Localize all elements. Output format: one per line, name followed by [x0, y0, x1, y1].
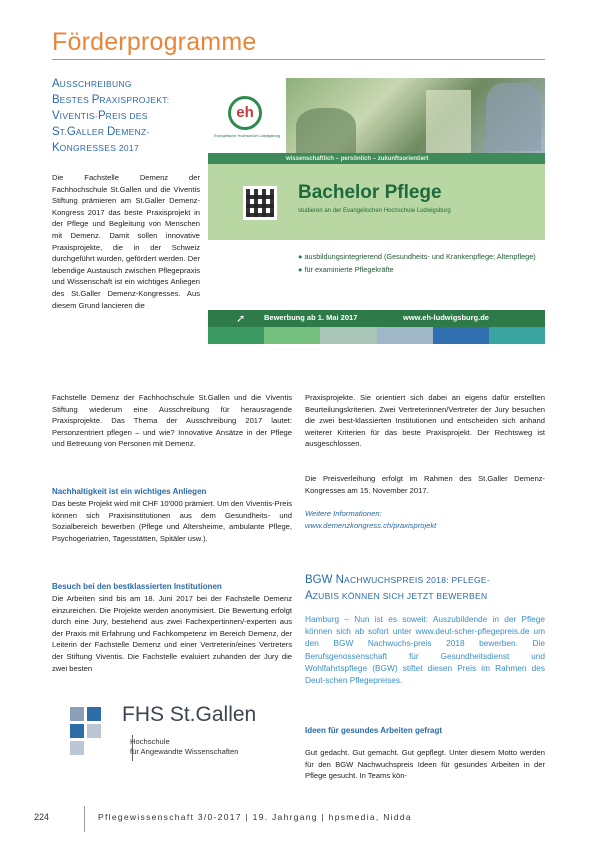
more-info-label: Weitere Informationen:: [305, 509, 382, 518]
page-title: Förderprogramme: [52, 28, 257, 56]
more-info: [305, 508, 436, 531]
article2-lead: Hamburg – Nun ist es soweit: Auszubildende in der Pflege können sich ab sofort unter www.deut-scher-pflegepreis.de um den BGW Nachwuchs-preis 2018 bewerben. Die Berufsgenossenschaft für Gesundheitsdienst und Wohlfahrtspflege (BGW) stiftet diesen Preis im Rahmen des Deut-schen Pflegepreises.: [305, 614, 545, 686]
advert-tagline: wissenschaftlich – persönlich – zukunftsorientiert: [286, 156, 429, 162]
advert-cta: Bewerbung ab 1. Mai 2017: [264, 313, 358, 322]
article1-para-2: Die Arbeiten sind bis am 18. Juni 2017 bei der Fachstelle Demenz einzureichen. Die Projekte werden anonymisiert. Die Bewertung erfolgt durch eine Jury, bestehend aus zwei Fachexpertinnen/-experten aus der Praxis mit Erfahrung und Fachkompetenz im Bereich Demenz, der Leiterin der Fachstelle Demenz und einer Vertreterin/eines Vertreters der Stiftung Viventis. Die Fachstelle evaluiert zuhanden der Jury die zwei besten: [52, 594, 292, 673]
fhs-line-2: für Angewandte Wissenschaften: [130, 747, 239, 756]
article1-right-para-2: Die Preisverleihung erfolgt im Rahmen des St.Galler Demenz-Kongresses am 15. November 2017.: [305, 474, 545, 495]
bullet-icon: ●: [298, 265, 303, 274]
advert-tagline-bar: [208, 153, 545, 164]
advert-headline-panel: [208, 164, 545, 240]
advert-bullet: ● für examinierte Pflegekräfte: [298, 265, 394, 274]
fhs-name: FHS St.Gallen: [122, 703, 257, 726]
bullet-icon: ●: [298, 252, 303, 261]
advert-color-stripes: [208, 327, 545, 344]
title-rule: [52, 59, 545, 60]
logo-square-icon: [70, 741, 84, 755]
advert-url[interactable]: www.eh-ludwigsburg.de: [403, 313, 489, 322]
advert-cta-bar: [208, 310, 545, 327]
article1-intro-wide: Fachstelle Demenz der Fachhochschule St.Gallen und die Viventis Stiftung wiederum eine Ausschreibung für herausragende Praxisprojekte. Das Thema der Ausschreibung 2017 lautet: Personzentriert pflegen – und wie? Innovative Ansätze in der Pflege und Betreuung von Personen mit Demenz.: [52, 393, 292, 449]
article1-intro-narrow: Die Fachstelle Demenz der Fachhochschule St.Gallen und die Viventis Stiftung prämieren am St.Galler Demenz-Kongress 2017 das beste Praxisprojekt in der Pflege und Begleitung von Menschen mit Demenz. Damit sollen innovative Praxisprojekte, die in der Schweiz durchgeführt wurden, gefördert werden. Der lebendige Austausch zwischen Pflegepraxis und Wissenschaft ist ein wichtiges Anliegen des St.Galler Demenz-Kongresses. Aus diesem Grund lancieren die: [52, 173, 200, 310]
advert-subline: studieren an der Evangelischen Hochschule Ludwigsburg: [298, 208, 451, 214]
footer-rule: [84, 806, 85, 832]
advert-headline: Bachelor Pflege: [298, 182, 442, 203]
arrow-up-right-icon: ➚: [236, 313, 246, 325]
advert-photo: [286, 78, 545, 153]
logo-square-icon: [87, 724, 101, 738]
article2-para: Gut gedacht. Gut gemacht. Gut gepflegt. Unter diesem Motto werden für den BGW Nachwuchspreis Ideen für gesundes Arbeiten in der Pflege gesucht. In Teams kön-: [305, 748, 545, 781]
logo-square-icon: [70, 724, 84, 738]
advert-top: [208, 78, 545, 153]
advert-logo-caption: Evangelische Hochschule Ludwigsburg: [213, 134, 281, 138]
eh-logo-icon: eh: [228, 96, 262, 130]
logo-square-icon: [87, 707, 101, 721]
fhs-line-1: Hochschule: [130, 737, 170, 746]
qr-code-icon: [246, 189, 274, 217]
article1-right-para-1: Praxisprojekte. Sie orientiert sich dabei an eigens dafür erstellten Beurteilungskriterien. Zwei Vertreterinnen/Vertreter der Jury besuchen die zwei best-klassierten Institutionen und entscheiden sich anhand weiterer Kriterien für das beste Praxisprojekt. Der Rechtsweg ist ausgeschlossen.: [305, 393, 545, 449]
article1-para-1: Das beste Projekt wird mit CHF 10'000 prämiert. Um den Viventis-Preis können sich Praxisinstitutionen aus dem Gesundheits- und Sozialbereich bewerben (Pflege und Altersheime, ambulante Pflege, Psychogeriatrien, Tagesstätten, Spitäler usw.).: [52, 499, 292, 543]
article1-heading: AUSSCHREIBUNG BESTES PRAXISPROJEKT: VIVENTIS-PREIS DES ST.GALLER DEMENZ- KONGRESSES 2017: [52, 78, 170, 154]
article2-subheading: Ideen für gesundes Arbeiten gefragt: [305, 726, 443, 735]
more-info-url[interactable]: www.demenzkongress.ch/praxisprojekt: [305, 520, 437, 530]
advert-bullet: ● ausbildungsintegrierend (Gesundheits- und Krankenpflege; Altenpflege): [298, 252, 536, 261]
advert-bullets: [208, 240, 545, 310]
fhs-logo: [70, 703, 280, 767]
advert-logo: [208, 78, 286, 153]
article1-subheading-2: Besuch bei den bestklassierten Institutionen: [52, 582, 222, 591]
footer-text: Pflegewissenschaft 3/0-2017 | 19. Jahrgang | hpsmedia, Nidda: [98, 812, 412, 822]
page-number: 224: [34, 812, 50, 822]
article2-heading: BGW NACHWUCHSPREIS 2018: PFLEGE- AZUBIS KÖNNEN SICH JETZT BEWERBEN: [305, 574, 491, 602]
article1-subheading-1: Nachhaltigkeit ist ein wichtiges Anliegen: [52, 487, 207, 496]
advert-ev-hochschule[interactable]: [208, 78, 545, 344]
logo-square-icon: [70, 707, 84, 721]
